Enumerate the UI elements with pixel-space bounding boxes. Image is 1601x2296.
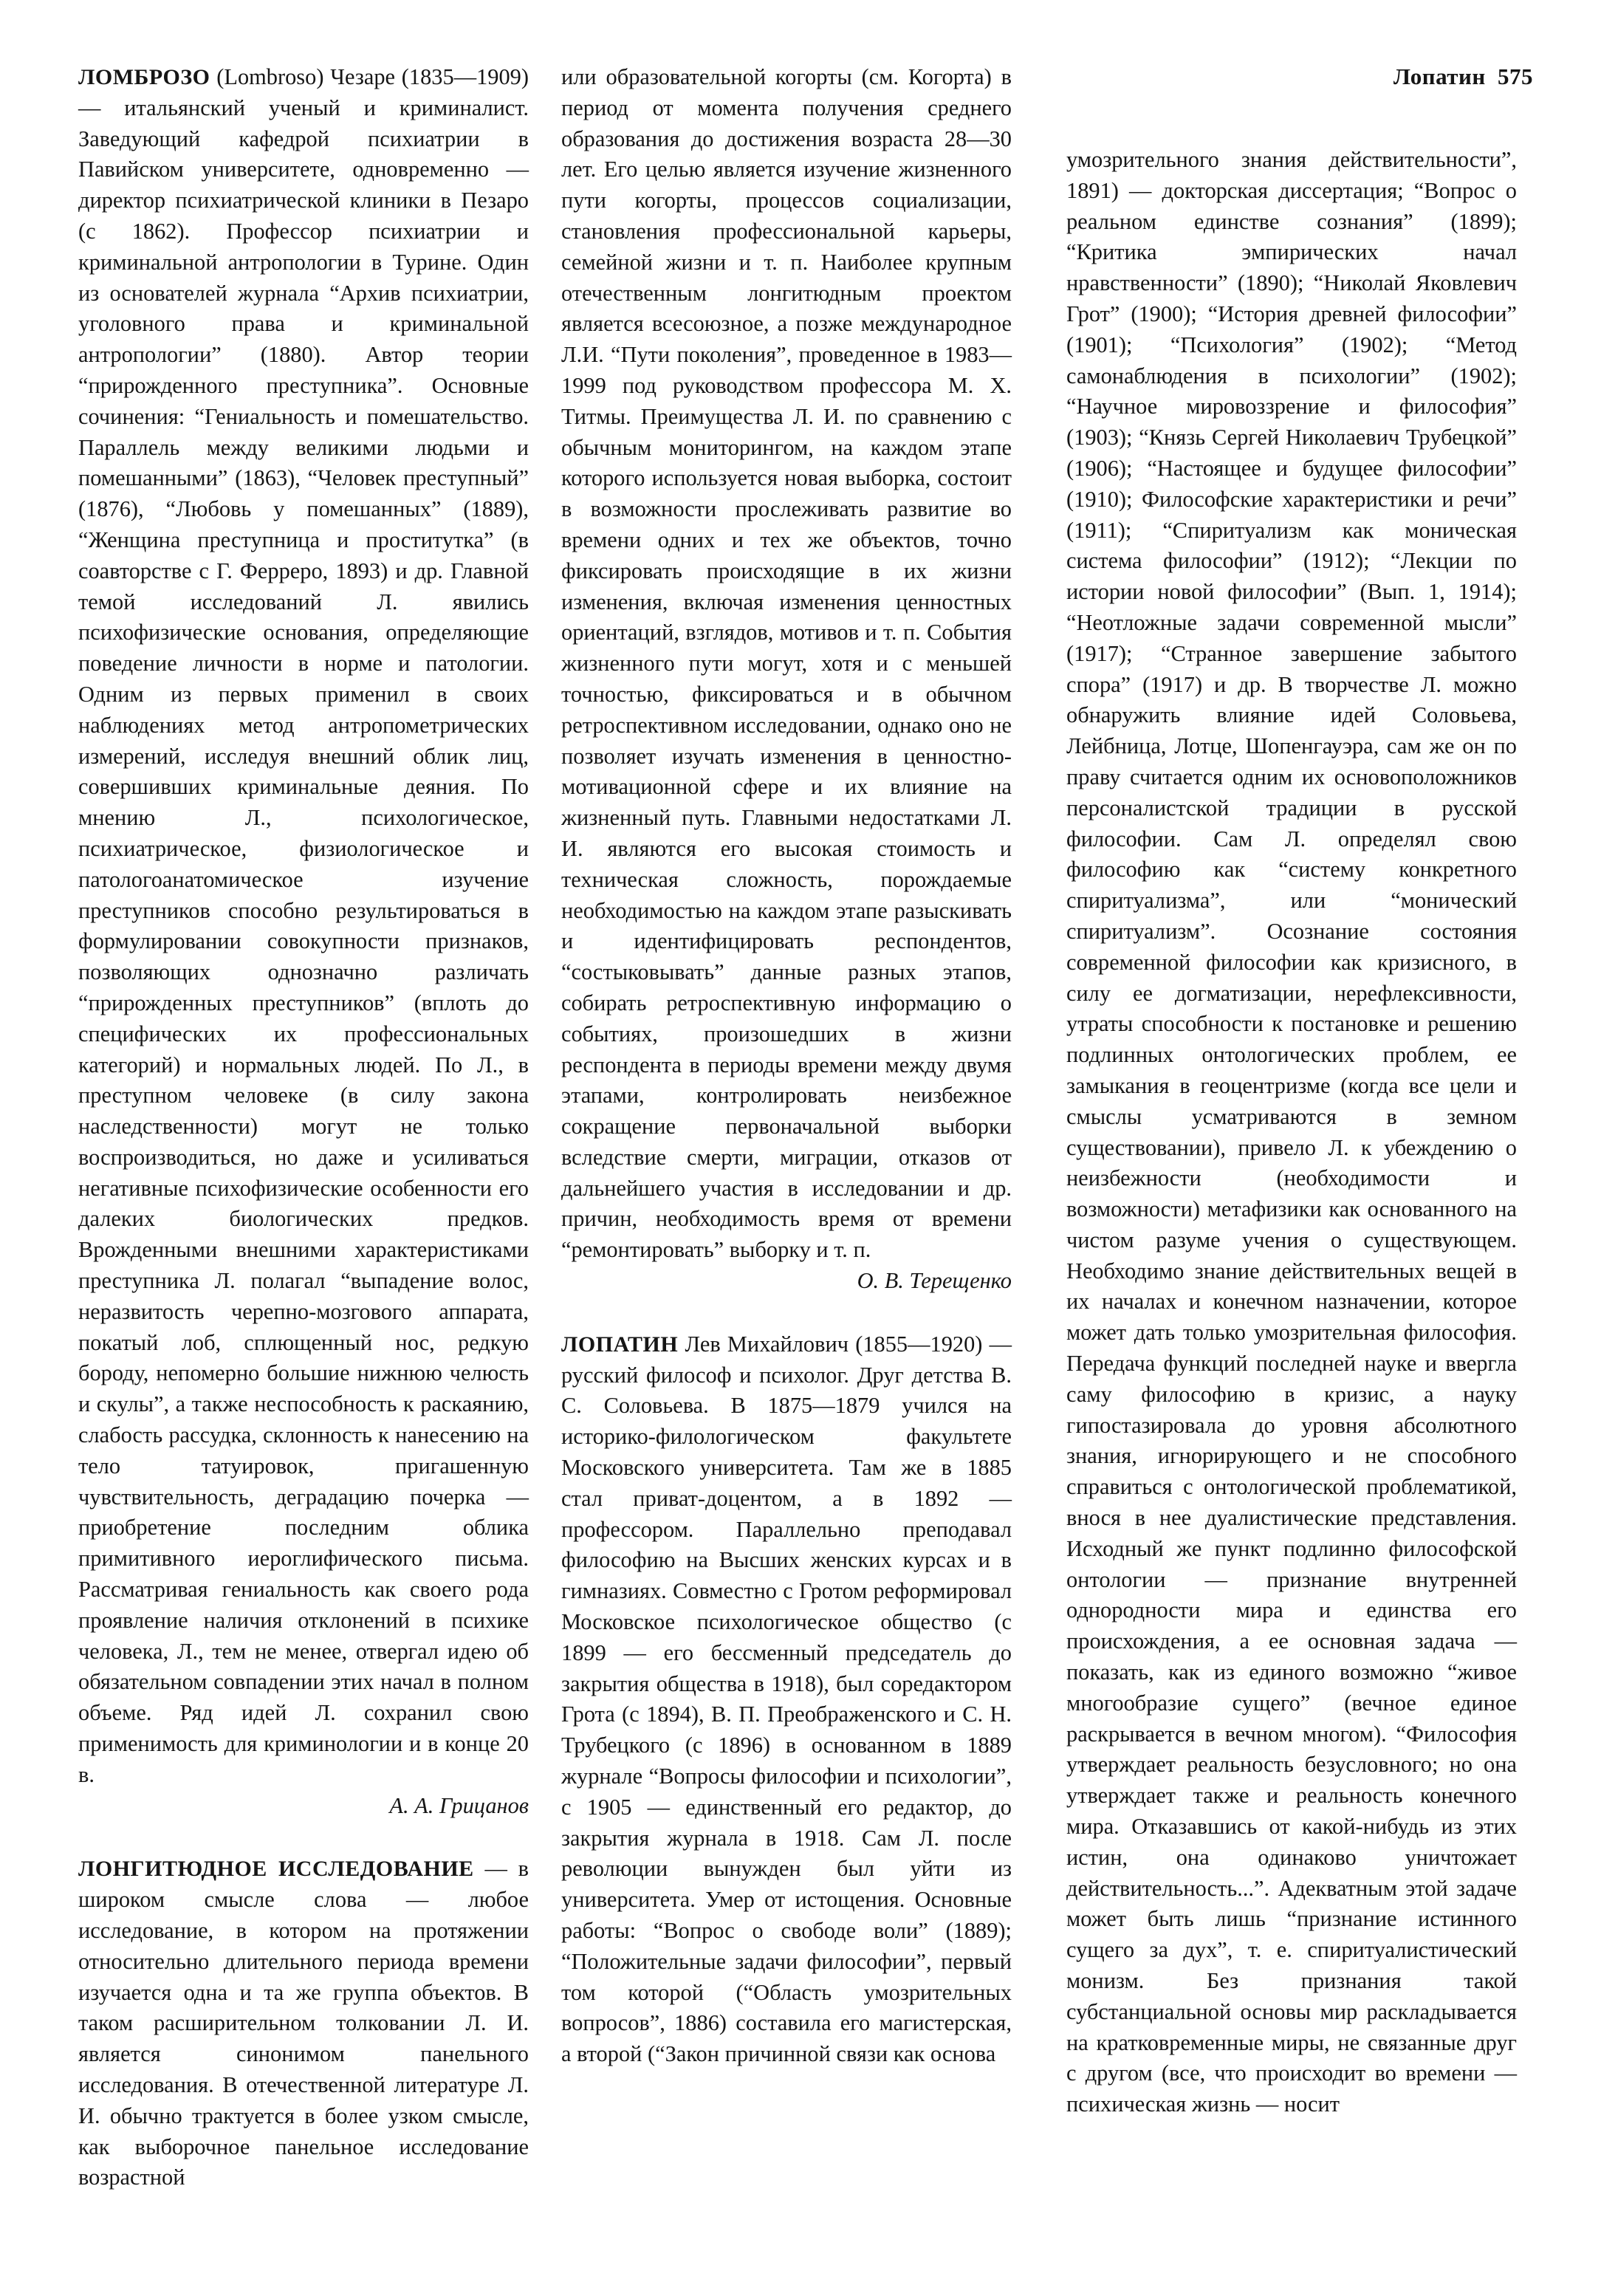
entry-lombroso: [78, 62, 529, 1821]
header-title: Лопатин: [1393, 64, 1486, 89]
entry-continuation: или образовательной когорты (см. Когорта) в период от момента получения среднего образования до достижения возраста 28—30 лет. Его целью является изучение жизненного пути когорты, процессов социализации, становления профессиональной карьеры, семейной жизни и т. п. Наиболее крупным отечественным лонгитюдным проектом является всесоюзное, а позже международное Л.И. “Пути поколения”, проведенное в 1983—1999 под руководством профессора М. Х. Титмы. Преимущества Л. И. по сравнению с обычным мониторингом, на каждом этапе которого используется новая выборка, состоит в возможности прослеживать развитие во времени одних и тех же объектов, точно фиксировать происходящие в их жизни изменения, включая изменения ценностных ориентаций, взглядов, мотивов и т. п. События жизненного пути могут, хотя и с меньшей точностью, фиксироваться и в обычном ретроспективном исследовании, однако оно не позволяет изучать изменения в ценностно-мотивационной сфере и их влияние на жизненный путь. Главными недостатками Л. И. являются его высокая стоимость и техническая сложность, порождаемые необходимостью на каждом этапе разыскивать и идентифицировать респондентов, “состыковывать” данные разных этапов, собирать ретроспективную информацию о событиях, произошедших в жизни респондента в периоды времени между двумя этапами, контролировать неизбежное сокращение первоначальной выборки вследствие смерти, миграции, отказов от дальнейшего участия в исследовании и др. причин, необходимость время от времени “ремонтировать” выборку и т. п.: [561, 64, 1012, 1263]
entry-longitudinal-study: [78, 1854, 529, 2193]
entry-author: О. В. Терещенко: [857, 1268, 1012, 1294]
entry-term: ЛОПАТИН: [561, 1332, 679, 1357]
entry-paragraph: [78, 1854, 529, 2193]
entry-paragraph: [78, 62, 529, 1791]
entry-term: ЛОМБРОЗО: [78, 65, 210, 89]
entry-term: ЛОНГИТЮДНОЕ ИССЛЕДОВАНИЕ: [78, 1857, 474, 1882]
column-right: [1066, 145, 1517, 2120]
entry-paragraph: [561, 1329, 1012, 2070]
running-header: [1388, 64, 1533, 90]
column-left: [78, 62, 529, 2193]
entry-body: — в широком смысле слова — любое исследование, в котором на протяжении относительно длительного периода времени изучается одна и та же группа объектов. В таком расширительном толковании Л. И. является синонимом панельного исследования. В отечественной литературе Л. И. обычно трактуется в более узком смысле, как выборочное панельное исследование возрастной: [78, 1856, 529, 2190]
entry-lopatin: [561, 1329, 1012, 2070]
column-middle: [561, 62, 1012, 2070]
entry-body: Лев Михайлович (1855—1920) — русский философ и психолог. Друг детства В. С. Соловьева. В 1875—1879 учился на историко-филологическом факультете Московского университета. Там же в 1885 стал приват-доцентом, а в 1892 — профессором. Параллельно преподавал философию на Высших женских курсах и в гимназиях. Совместно с Гротом реформировал Московское психологическое общество (с 1899 — его бессменный председатель до закрытия общества в 1918), был соредактором Грота (с 1894), В. П. Преображенского и С. Н. Трубецкого (с 1896) в основанном в 1889 журнале “Вопросы философии и психологии”, с 1905 — единственный его редактор, до закрытия журнала в 1918. Сам Л. после революции вынужден был уйти из университета. Умер от истощения. Основные работы: “Вопрос о свободе воли” (1889); “Положительные задачи философии”, первый том которой (“Область умозрительных вопросов”, 1886) составила его магистерская, а второй (“Закон причинной связи как основа: [561, 1331, 1012, 2067]
entry-author: А. А. Грицанов: [389, 1792, 529, 1818]
page-number: 575: [1498, 64, 1533, 89]
entry-continuation: умозрительного знания действительности”, 1891) — докторская диссертация; “Вопрос о реальном единстве сознания” (1899); “Критика эмпирических начал нравственности” (1890); “Николай Яковлевич Грот” (1900); “История древней философии” (1901); “Психология” (1902); “Метод самонаблюдения в психологии” (1902); “Научное мировоззрение и философия” (1903); “Князь Сергей Николаевич Трубецкой” (1906); “Настоящее и будущее философии” (1910); Философские характеристики и речи” (1911); “Спиритуализм как моническая система философии” (1912); “Лекции по истории новой философии” (Вып. 1, 1914); “Неотложные задачи современной мысли” (1917); “Странное завершение забытого спора” (1917) и др. В творчестве Л. можно обнаружить влияние идей Соловьева, Лейбница, Лотце, Шопенгауэра, сам же он по праву считается одним их основоположников персоналистской традиции в русской философии. Сам Л. определял свою философию как “систему конкретного спиритуализма”, или “монический спиритуализм”. Осознание состояния современной философии как кризисного, в силу ее догматизации, нерефлексивности, утраты способности к постановке и решению подлинных онтологических проблем, ее замыкания в геоцентризме (когда все цели и смыслы усматриваются в земном существовании), привело Л. к убеждению о неизбежности (необходимости и возможности) метафизики как основанного на чистом разуме учения о существующем. Необходимо знание действительных вещей в их началах и конечном назначении, которое может дать только умозрительная философия. Передача функций последней науке и ввергла саму философию в кризис, а науку гипостазировала до уровня абсолютного знания, игнорирующего и не способного справиться с онтологической проблематикой, внося в нее дуалистические представления. Исходный же пункт подлинно философской онтологии — признание внутренней однородности мира и единства его происхождения, а ее основная задача — показать, как из единого возможно “живое многообразие сущего” (вечное единое раскрывается в вечном многом). “Философия утверждает реальность безусловного; но она утверждает также и реальность конечного мира. Отказавшись от какой-нибудь из этих истин, она одинаково уничтожает действительность...”. Адекватным этой задаче может быть лишь “признание истинного сущего за дух”, т. е. спиритуалистический монизм. Без признания такой субстанциальной основы мир раскладывается на кратковременные миры, не связанные друг с другом (все, что происходит во времени — психическая жизнь — носит: [1066, 147, 1517, 2117]
entry-body: (Lombroso) Чезаре (1835—1909) — итальянский ученый и криминалист. Заведующий кафедрой психиатрии в Павийском университете, одновременно — директор психиатрической клиники в Пезаро (с 1862). Профессор психиатрии и криминальной антропологии в Турине. Один из основателей журнала “Архив психиатрии, уголовного права и криминальной антропологии” (1880). Автор теории “прирожденного преступника”. Основные сочинения: “Гениальность и помешательство. Параллель между великими людьми и помешанными” (1863), “Человек преступный” (1876), “Любовь у помешанных” (1889), “Женщина преступница и проститутка” (в соавторстве с Г. Ферреро, 1893) и др. Главной темой исследований Л. явились психофизические основания, определяющие поведение личности в норме и патологии. Одним из первых применил в своих наблюдениях метод антропометрических измерений, исследуя внешний облик лиц, совершивших криминальные деяния. По мнению Л., психологическое, психиатрическое, физиологическое и патологоанатомическое изучение преступников способно результироваться в формулировании совокупности признаков, позволяющих однозначно различать “прирожденных преступников” (вплоть до специфических их профессиональных категорий) и нормальных людей. По Л., в преступном человеке (в силу закона наследственности) могут не только воспроизводиться, но даже и усиливаться негативные психофизические особенности его далеких биологических предков. Врожденными внешними характеристиками преступника Л. полагал “выпадение волос, неразвитость черепно-мозгового аппарата, покатый лоб, сплющенный нос, редкую бороду, непомерно большие нижнюю челюсть и скулы”, а также неспособность к раскаянию, слабость рассудка, склонность к нанесению на тело татуировок, пригашенную чувствительность, деградацию почерка — приобретение последним облика примитивного иероглифического письма. Рассматривая гениальность как своего рода проявление наличия отклонений в психике человека, Л., тем не менее, отвергал идею об обязательном совпадении этих начал в полном объеме. Ряд идей Л. сохранил свою применимость для криминологии и в конце 20 в.: [78, 64, 529, 1787]
